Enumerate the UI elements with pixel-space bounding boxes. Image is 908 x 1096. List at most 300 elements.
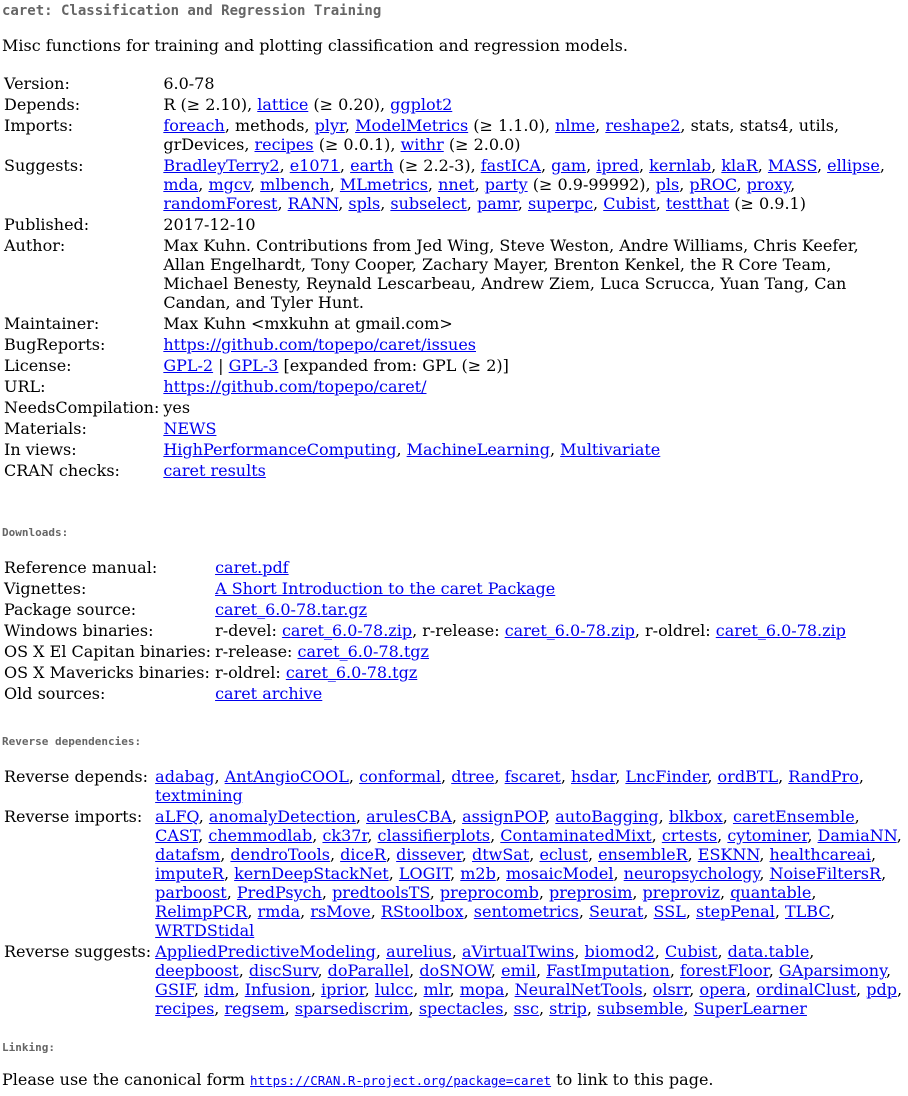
separator: ,: [679, 175, 690, 194]
package-link[interactable]: RelimpPCR: [155, 902, 248, 921]
package-link[interactable]: textmining: [155, 786, 243, 805]
materials-label: Materials:: [4, 419, 87, 438]
separator: ,: [450, 864, 461, 883]
package-link[interactable]: AppliedPredictiveModeling: [155, 942, 376, 961]
win-roldrel-link[interactable]: caret_6.0-78.zip: [715, 621, 846, 640]
elcapitan-link[interactable]: caret_6.0-78.tgz: [297, 642, 429, 661]
separator: ,: [549, 440, 561, 459]
package-link[interactable]: hsdar: [571, 767, 616, 786]
package-link[interactable]: BradleyTerry2: [163, 156, 280, 175]
version-constraint: (≥ 2.2-3): [393, 156, 471, 175]
package-link[interactable]: RStoolbox: [380, 902, 464, 921]
package-link[interactable]: MachineLearning: [406, 440, 550, 459]
package-name: R (≥ 2.10): [163, 95, 248, 114]
vignette-link[interactable]: A Short Introduction to the caret Package: [215, 579, 556, 598]
separator: ,: [538, 999, 550, 1018]
package-link[interactable]: predtoolsTS: [332, 883, 430, 902]
separator: ,: [896, 826, 902, 845]
package-link[interactable]: dendroTools: [230, 845, 330, 864]
separator: ,: [870, 845, 877, 864]
windows-binaries: [214, 621, 847, 640]
separator: ,: [680, 116, 691, 135]
package-link[interactable]: recipes: [254, 135, 314, 154]
bugreports-label: BugReports:: [4, 335, 106, 354]
package-link[interactable]: e1071: [289, 156, 340, 175]
separator: ,: [879, 156, 885, 175]
separator: ,: [321, 883, 333, 902]
package-link[interactable]: SSL: [653, 902, 686, 921]
package-link[interactable]: withr: [400, 135, 444, 154]
separator: ,: [413, 980, 424, 999]
package-link[interactable]: fastICA: [480, 156, 541, 175]
package-link[interactable]: datafsm: [155, 845, 221, 864]
separator: ,: [545, 807, 556, 826]
package-link[interactable]: aurelius: [386, 942, 452, 961]
separator: ,: [896, 980, 903, 999]
linking-suffix: to link to this page.: [551, 1070, 714, 1089]
package-link[interactable]: GAparsimony: [778, 961, 886, 980]
separator: ,: [490, 961, 502, 980]
downloads-table: [1, 556, 849, 705]
package-link[interactable]: AntAngioCOOL: [224, 767, 349, 786]
package-link[interactable]: kernlab: [649, 156, 712, 175]
separator: ,: [504, 980, 515, 999]
separator: ,: [687, 845, 698, 864]
separator: ,: [441, 767, 452, 786]
package-link[interactable]: mosaicModel: [506, 864, 614, 883]
package-link[interactable]: ordinalClust: [756, 980, 857, 999]
separator: ,: [277, 194, 288, 213]
package-name: utils: [798, 116, 834, 135]
separator: ,: [348, 767, 360, 786]
package-link[interactable]: pdp: [866, 980, 897, 999]
row-maintainer: [3, 314, 899, 333]
refman-link[interactable]: caret.pdf: [215, 558, 289, 577]
package-link[interactable]: sparsediscrim: [294, 999, 409, 1018]
separator: ,: [788, 116, 799, 135]
version-constraint: (≥ 0.20): [308, 95, 380, 114]
url-link[interactable]: https://github.com/topepo/caret/: [163, 377, 427, 396]
separator: ,: [396, 440, 407, 459]
package-link[interactable]: dtree: [451, 767, 495, 786]
bugreports-link[interactable]: https://github.com/topepo/caret/issues: [163, 335, 476, 354]
revimports-label: Reverse imports:: [4, 807, 143, 826]
package-link[interactable]: LncFinder: [625, 767, 708, 786]
package-link[interactable]: nnet: [438, 175, 475, 194]
separator: ,: [574, 942, 585, 961]
package-description: Misc functions for training and plotting classification and regression models.: [2, 36, 628, 55]
package-link[interactable]: Cubist: [664, 942, 718, 961]
package-link[interactable]: fscaret: [504, 767, 561, 786]
separator: ,: [540, 156, 552, 175]
package-link[interactable]: rmda: [257, 902, 301, 921]
package-link[interactable]: FastImputation: [546, 961, 670, 980]
separator: ,: [408, 999, 419, 1018]
package-link[interactable]: superpc: [527, 194, 594, 213]
separator: ,: [615, 767, 626, 786]
separator: ,: [885, 961, 892, 980]
package-link[interactable]: subsemble: [596, 999, 684, 1018]
separator: ,: [544, 116, 556, 135]
package-link[interactable]: anomalyDetection: [208, 807, 356, 826]
separator: ,: [451, 807, 463, 826]
depends-list: [162, 95, 899, 114]
separator: ,: [470, 156, 481, 175]
revdeps-table: [1, 765, 906, 1020]
package-link[interactable]: SuperLearner: [693, 999, 807, 1018]
package-link[interactable]: blkbox: [668, 807, 723, 826]
revdepends-list: [154, 767, 904, 805]
package-link[interactable]: spectacles: [418, 999, 504, 1018]
suggests-label: Suggests:: [4, 156, 84, 175]
package-link[interactable]: mgcv: [208, 175, 250, 194]
package-link[interactable]: PredPsych: [236, 883, 322, 902]
separator: ,: [198, 175, 209, 194]
separator: ,: [593, 194, 604, 213]
package-link[interactable]: strip: [549, 999, 587, 1018]
mavericks-label: OS X Mavericks binaries:: [4, 663, 210, 682]
row-revdepends: [3, 767, 904, 805]
archive-link[interactable]: caret archive: [215, 684, 323, 703]
separator: ,: [587, 845, 599, 864]
separator: ,: [193, 980, 204, 999]
package-link[interactable]: data.table: [727, 942, 810, 961]
package-link[interactable]: NoiseFiltersR: [769, 864, 882, 883]
package-link[interactable]: Multivariate: [560, 440, 661, 459]
elcapitan-label: OS X El Capitan binaries:: [4, 642, 212, 661]
package-name: stats: [690, 116, 730, 135]
depends-label: Depends:: [4, 95, 81, 114]
win-rrelease-link[interactable]: caret_6.0-78.zip: [504, 621, 635, 640]
package-link[interactable]: GSIF: [155, 980, 194, 999]
package-link[interactable]: emil: [501, 961, 536, 980]
package-link[interactable]: deepboost: [155, 961, 239, 980]
package-link[interactable]: eclust: [539, 845, 588, 864]
separator: ,: [317, 961, 328, 980]
package-link[interactable]: TLBC: [784, 902, 831, 921]
separator: ,: [778, 767, 789, 786]
package-link[interactable]: spls: [348, 194, 381, 213]
package-link[interactable]: cytominer: [727, 826, 808, 845]
package-link[interactable]: sentometrics: [473, 902, 579, 921]
package-link[interactable]: rsMove: [310, 902, 371, 921]
package-link[interactable]: foreach: [163, 116, 225, 135]
separator: ,: [881, 864, 887, 883]
package-link[interactable]: chemmodlab: [208, 826, 313, 845]
package-link[interactable]: Infusion: [244, 980, 311, 999]
package-link[interactable]: CAST: [155, 826, 199, 845]
package-link[interactable]: doSNOW: [419, 961, 491, 980]
version-constraint: (≥ 0.9.1): [729, 194, 806, 213]
package-link[interactable]: ensembleR: [598, 845, 688, 864]
package-link[interactable]: ssc: [513, 999, 539, 1018]
package-link[interactable]: ellipse: [827, 156, 880, 175]
package-link[interactable]: proxy: [746, 175, 791, 194]
separator: ,: [683, 999, 694, 1018]
package-link[interactable]: gam: [551, 156, 587, 175]
package-link[interactable]: dissever: [396, 845, 462, 864]
package-link[interactable]: klaR: [721, 156, 758, 175]
row-license: [3, 356, 899, 375]
maintainer-value: Max Kuhn <mxkuhn at gmail.com>: [163, 314, 453, 333]
row-revsuggests: [3, 942, 904, 1018]
source-label: Package source:: [4, 600, 137, 619]
row-depends: [3, 95, 899, 114]
needscompilation-label: NeedsCompilation:: [4, 398, 160, 417]
row-bugreports: [3, 335, 899, 354]
separator: ,: [463, 902, 474, 921]
package-link[interactable]: mopa: [459, 980, 505, 999]
package-link[interactable]: discSurv: [248, 961, 318, 980]
separator: ,: [234, 980, 245, 999]
package-link[interactable]: imputeR: [155, 864, 224, 883]
separator: ,: [220, 845, 231, 864]
package-link[interactable]: olsrr: [652, 980, 690, 999]
package-link[interactable]: HighPerformanceComputing: [163, 440, 397, 459]
package-name: grDevices: [163, 135, 245, 154]
package-link[interactable]: MLmetrics: [339, 175, 428, 194]
cranchecks-link[interactable]: caret results: [163, 461, 266, 480]
separator: ,: [833, 116, 840, 135]
package-link[interactable]: ck37r: [322, 826, 368, 845]
package-link[interactable]: preprosim: [548, 883, 633, 902]
revdepends-label: Reverse depends:: [4, 767, 149, 786]
canonical-url-link[interactable]: https://CRAN.R-project.org/package=caret: [250, 1073, 552, 1088]
package-link[interactable]: recipes: [155, 999, 215, 1018]
package-link[interactable]: pROC: [689, 175, 737, 194]
package-link[interactable]: ContaminatedMixt: [500, 826, 652, 845]
package-link[interactable]: doParallel: [327, 961, 410, 980]
package-link[interactable]: lulcc: [374, 980, 414, 999]
separator: ,: [535, 961, 547, 980]
separator: ,: [329, 845, 341, 864]
separator: ,: [247, 95, 258, 114]
imports-label: Imports:: [4, 116, 74, 135]
license-expanded: [expanded from: GPL (≥ 2)]: [278, 356, 509, 375]
package-link[interactable]: randomForest: [163, 194, 278, 213]
package-link[interactable]: RANN: [287, 194, 339, 213]
revimports-list: [154, 807, 904, 940]
package-link[interactable]: ipred: [596, 156, 639, 175]
separator: ,: [729, 116, 740, 135]
separator: ,: [722, 807, 733, 826]
package-link[interactable]: caretEnsemble: [732, 807, 855, 826]
row-oldsources: [3, 684, 847, 703]
package-link[interactable]: mda: [163, 175, 199, 194]
package-link[interactable]: earth: [350, 156, 394, 175]
package-link[interactable]: NeuralNetTools: [514, 980, 643, 999]
package-link[interactable]: regsem: [224, 999, 285, 1018]
maintainer-label: Maintainer:: [4, 314, 100, 333]
row-revimports: [3, 807, 904, 940]
package-link[interactable]: aLFQ: [155, 807, 199, 826]
separator: ,: [247, 902, 258, 921]
imports-list: [162, 116, 899, 154]
separator: ,: [759, 864, 770, 883]
separator: ,: [370, 902, 381, 921]
separator: ,: [707, 767, 718, 786]
version-value: 6.0-78: [163, 74, 215, 93]
package-link[interactable]: dtwSat: [471, 845, 530, 864]
author-label: Author:: [4, 236, 66, 255]
separator: ,: [560, 767, 571, 786]
mavericks-link[interactable]: caret_6.0-78.tgz: [285, 663, 418, 682]
revdeps-heading: Reverse dependencies:: [2, 735, 142, 748]
source-link[interactable]: caret_6.0-78.tar.gz: [215, 600, 368, 619]
separator: ,: [310, 980, 321, 999]
separator: ,: [385, 845, 397, 864]
separator: ,: [711, 156, 722, 175]
separator: ,: [449, 980, 460, 999]
separator: ,: [412, 621, 423, 640]
separator: ,: [224, 116, 235, 135]
package-link[interactable]: ggplot2: [390, 95, 453, 114]
package-link[interactable]: mlbench: [260, 175, 330, 194]
package-link[interactable]: lattice: [257, 95, 309, 114]
package-link[interactable]: mlr: [423, 980, 450, 999]
separator: ,: [517, 194, 528, 213]
row-imports: [3, 116, 899, 154]
separator: ,: [300, 902, 311, 921]
separator: ,: [388, 864, 399, 883]
package-link[interactable]: DamiaNN: [817, 826, 897, 845]
package-link[interactable]: idm: [204, 980, 235, 999]
separator: ,: [720, 883, 731, 902]
separator: ,: [344, 116, 356, 135]
separator: ,: [774, 902, 785, 921]
package-link[interactable]: crtests: [661, 826, 718, 845]
separator: ,: [651, 826, 662, 845]
row-source: [3, 600, 847, 619]
package-link[interactable]: opera: [699, 980, 746, 999]
package-link[interactable]: pamr: [476, 194, 518, 213]
package-link[interactable]: preprocomb: [439, 883, 539, 902]
package-link[interactable]: assignPOP: [462, 807, 546, 826]
separator: ,: [586, 999, 597, 1018]
package-link[interactable]: diceR: [340, 845, 386, 864]
package-link[interactable]: parboost: [155, 883, 227, 902]
row-url: [3, 377, 899, 396]
elcapitan-prefix: r-release:: [215, 642, 298, 661]
package-link[interactable]: biomod2: [584, 942, 655, 961]
package-link[interactable]: autoBagging: [555, 807, 659, 826]
package-link[interactable]: plyr: [314, 116, 345, 135]
separator: ,: [816, 156, 828, 175]
win-rrelease-prefix: r-release:: [422, 621, 505, 640]
separator: ,: [380, 194, 391, 213]
package-link[interactable]: ESKNN: [697, 845, 760, 864]
separator: ,: [375, 942, 387, 961]
separator: ,: [490, 826, 501, 845]
separator: ,: [427, 175, 439, 194]
revsuggests-label: Reverse suggests:: [4, 942, 152, 961]
separator: ,: [379, 95, 391, 114]
separator: ,: [223, 864, 235, 883]
row-materials: [3, 419, 899, 438]
package-link[interactable]: kernDeepStackNet: [234, 864, 389, 883]
separator: ,: [613, 864, 624, 883]
package-link[interactable]: Seurat: [589, 902, 644, 921]
package-link[interactable]: preproviz: [642, 883, 721, 902]
row-author: [3, 236, 899, 312]
package-link[interactable]: testthat: [665, 194, 730, 213]
package-link[interactable]: LOGIT: [398, 864, 451, 883]
separator: ,: [329, 175, 340, 194]
package-link[interactable]: quantable: [730, 883, 812, 902]
license-gpl3-link[interactable]: GPL-3: [228, 356, 279, 375]
package-link[interactable]: adabag: [155, 767, 215, 786]
package-link[interactable]: healthcareai: [769, 845, 871, 864]
package-link[interactable]: m2b: [460, 864, 496, 883]
refman-label: Reference manual:: [4, 558, 158, 577]
inviews-list: [162, 440, 899, 459]
separator: ,: [632, 883, 643, 902]
license-gpl2-link[interactable]: GPL-2: [163, 356, 214, 375]
materials-news-link[interactable]: NEWS: [163, 419, 217, 438]
published-value: 2017-12-10: [163, 215, 256, 234]
package-link[interactable]: reshape2: [605, 116, 681, 135]
separator: ,: [339, 156, 351, 175]
row-windows: [3, 621, 847, 640]
package-link[interactable]: subselect: [390, 194, 467, 213]
package-link[interactable]: nlme: [555, 116, 596, 135]
package-link[interactable]: iprior: [321, 980, 365, 999]
row-needscompilation: [3, 398, 899, 417]
version-constraint: (≥ 0.0.1): [313, 135, 391, 154]
separator: ,: [757, 156, 768, 175]
separator: ,: [689, 980, 700, 999]
separator: ,: [736, 175, 747, 194]
oldsources-label: Old sources:: [4, 684, 106, 703]
package-link[interactable]: neuropsychology: [623, 864, 760, 883]
separator: ,: [390, 135, 401, 154]
package-link[interactable]: arulesCBA: [366, 807, 452, 826]
separator: ,: [642, 980, 653, 999]
author-value: Max Kuhn. Contributions from Jed Wing, Steve Weston, Andre Williams, Chris Keefer, Allan Engelhardt, Tony Cooper, Zachary Mayer, Brenton Kenkel, the R Core Team, Michael Benesty, Reynald Lescarbeau, Andrew Ziem, Luca Scrucca, Yuan Tang, Can Candan, and Tyler Hunt.: [163, 236, 859, 312]
separator: ,: [355, 807, 367, 826]
row-elcapitan: [3, 642, 847, 661]
package-link[interactable]: conformal: [359, 767, 442, 786]
package-link[interactable]: MASS: [767, 156, 817, 175]
separator: ,: [578, 902, 590, 921]
package-link[interactable]: party: [484, 175, 528, 194]
separator: ,: [364, 980, 375, 999]
package-link[interactable]: WRTDStidal: [155, 921, 255, 940]
separator: ,: [409, 961, 420, 980]
separator: ,: [790, 175, 796, 194]
win-rdevel-link[interactable]: caret_6.0-78.zip: [281, 621, 413, 640]
package-link[interactable]: ordBTL: [717, 767, 779, 786]
row-version: [3, 74, 899, 93]
package-link[interactable]: forestFloor: [680, 961, 769, 980]
win-roldrel-prefix: r-oldrel:: [645, 621, 716, 640]
separator: ,: [854, 807, 860, 826]
package-link[interactable]: classifierplots: [377, 826, 491, 845]
package-link[interactable]: stepPenal: [695, 902, 775, 921]
row-published: [3, 215, 899, 234]
inviews-label: In views:: [4, 440, 77, 459]
url-label: URL:: [4, 377, 46, 396]
package-link[interactable]: aVirtualTwins: [461, 942, 575, 961]
package-link[interactable]: pls: [655, 175, 680, 194]
package-link[interactable]: ModelMetrics: [355, 116, 469, 135]
separator: ,: [669, 961, 680, 980]
separator: ,: [495, 864, 506, 883]
suggests-list: [162, 156, 899, 213]
package-link[interactable]: RandPro: [788, 767, 859, 786]
package-link[interactable]: Cubist: [603, 194, 656, 213]
separator: ,: [654, 942, 665, 961]
